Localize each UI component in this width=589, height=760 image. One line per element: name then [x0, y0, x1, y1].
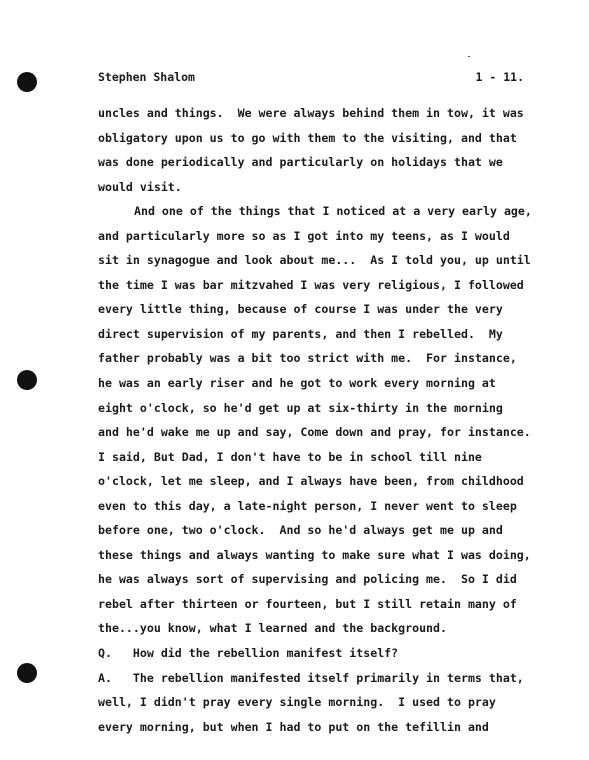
transcript-line: rebel after thirteen or fourteen, but I still retain many of: [98, 596, 517, 611]
page-number: 1 - 11.: [475, 70, 524, 84]
scan-speck: [468, 56, 470, 57]
interviewee-name: Stephen Shalom: [98, 70, 195, 84]
transcript-line: every little thing, because of course I was under the very: [98, 302, 503, 317]
transcript-line: was done periodically and particularly on holidays that we: [98, 155, 503, 170]
transcript-line: these things and always wanting to make sure what I was doing,: [98, 547, 531, 562]
transcript-line: and particularly more so as I got into my teens, as I would: [98, 228, 510, 243]
transcript-line: sit in synagogue and look about me... As I told you, up until: [98, 253, 531, 268]
transcript-line: he was always sort of supervising and policing me. So I did: [98, 572, 517, 587]
transcript-line: o'clock, let me sleep, and I always have been, from childhood: [98, 474, 524, 489]
transcript-line: I said, But Dad, I don't have to be in school till nine: [98, 449, 482, 464]
transcript-line: eight o'clock, so he'd get up at six-thirty in the morning: [98, 400, 503, 415]
transcript-line: every morning, but when I had to put on the tefillin and: [98, 719, 489, 734]
transcript-line: A. The rebellion manifested itself primarily in terms that,: [98, 670, 524, 685]
transcript-line: Q. How did the rebellion manifest itself?: [98, 646, 399, 661]
transcript-line: would visit.: [98, 179, 182, 194]
binder-hole-middle: [17, 370, 37, 390]
transcript-line: and he'd wake me up and say, Come down and pray, for instance.: [98, 425, 531, 440]
transcript-body: [98, 101, 532, 739]
transcript-line: father probably was a bit too strict with me. For instance,: [98, 351, 517, 366]
transcript-line: uncles and things. We were always behind them in tow, it was: [98, 106, 524, 120]
transcript-line: he was an early riser and he got to work every morning at: [98, 376, 496, 391]
transcript-line: the time I was bar mitzvahed I was very religious, I followed: [98, 277, 524, 292]
transcript-line: direct supervision of my parents, and then I rebelled. My: [98, 326, 503, 341]
transcript-line: well, I didn't pray every single morning. I used to pray: [98, 695, 496, 710]
transcript-line: before one, two o'clock. And so he'd always get me up and: [98, 523, 503, 538]
transcript-line: And one of the things that I noticed at a very early age,: [134, 204, 532, 219]
transcript-line: the...you know, what I learned and the background.: [98, 621, 448, 636]
transcript-line: obligatory upon us to go with them to the visiting, and that: [98, 130, 517, 145]
binder-hole-bottom: [17, 663, 37, 683]
binder-hole-top: [17, 72, 37, 92]
transcript-line: even to this day, a late-night person, I never went to sleep: [98, 498, 517, 513]
